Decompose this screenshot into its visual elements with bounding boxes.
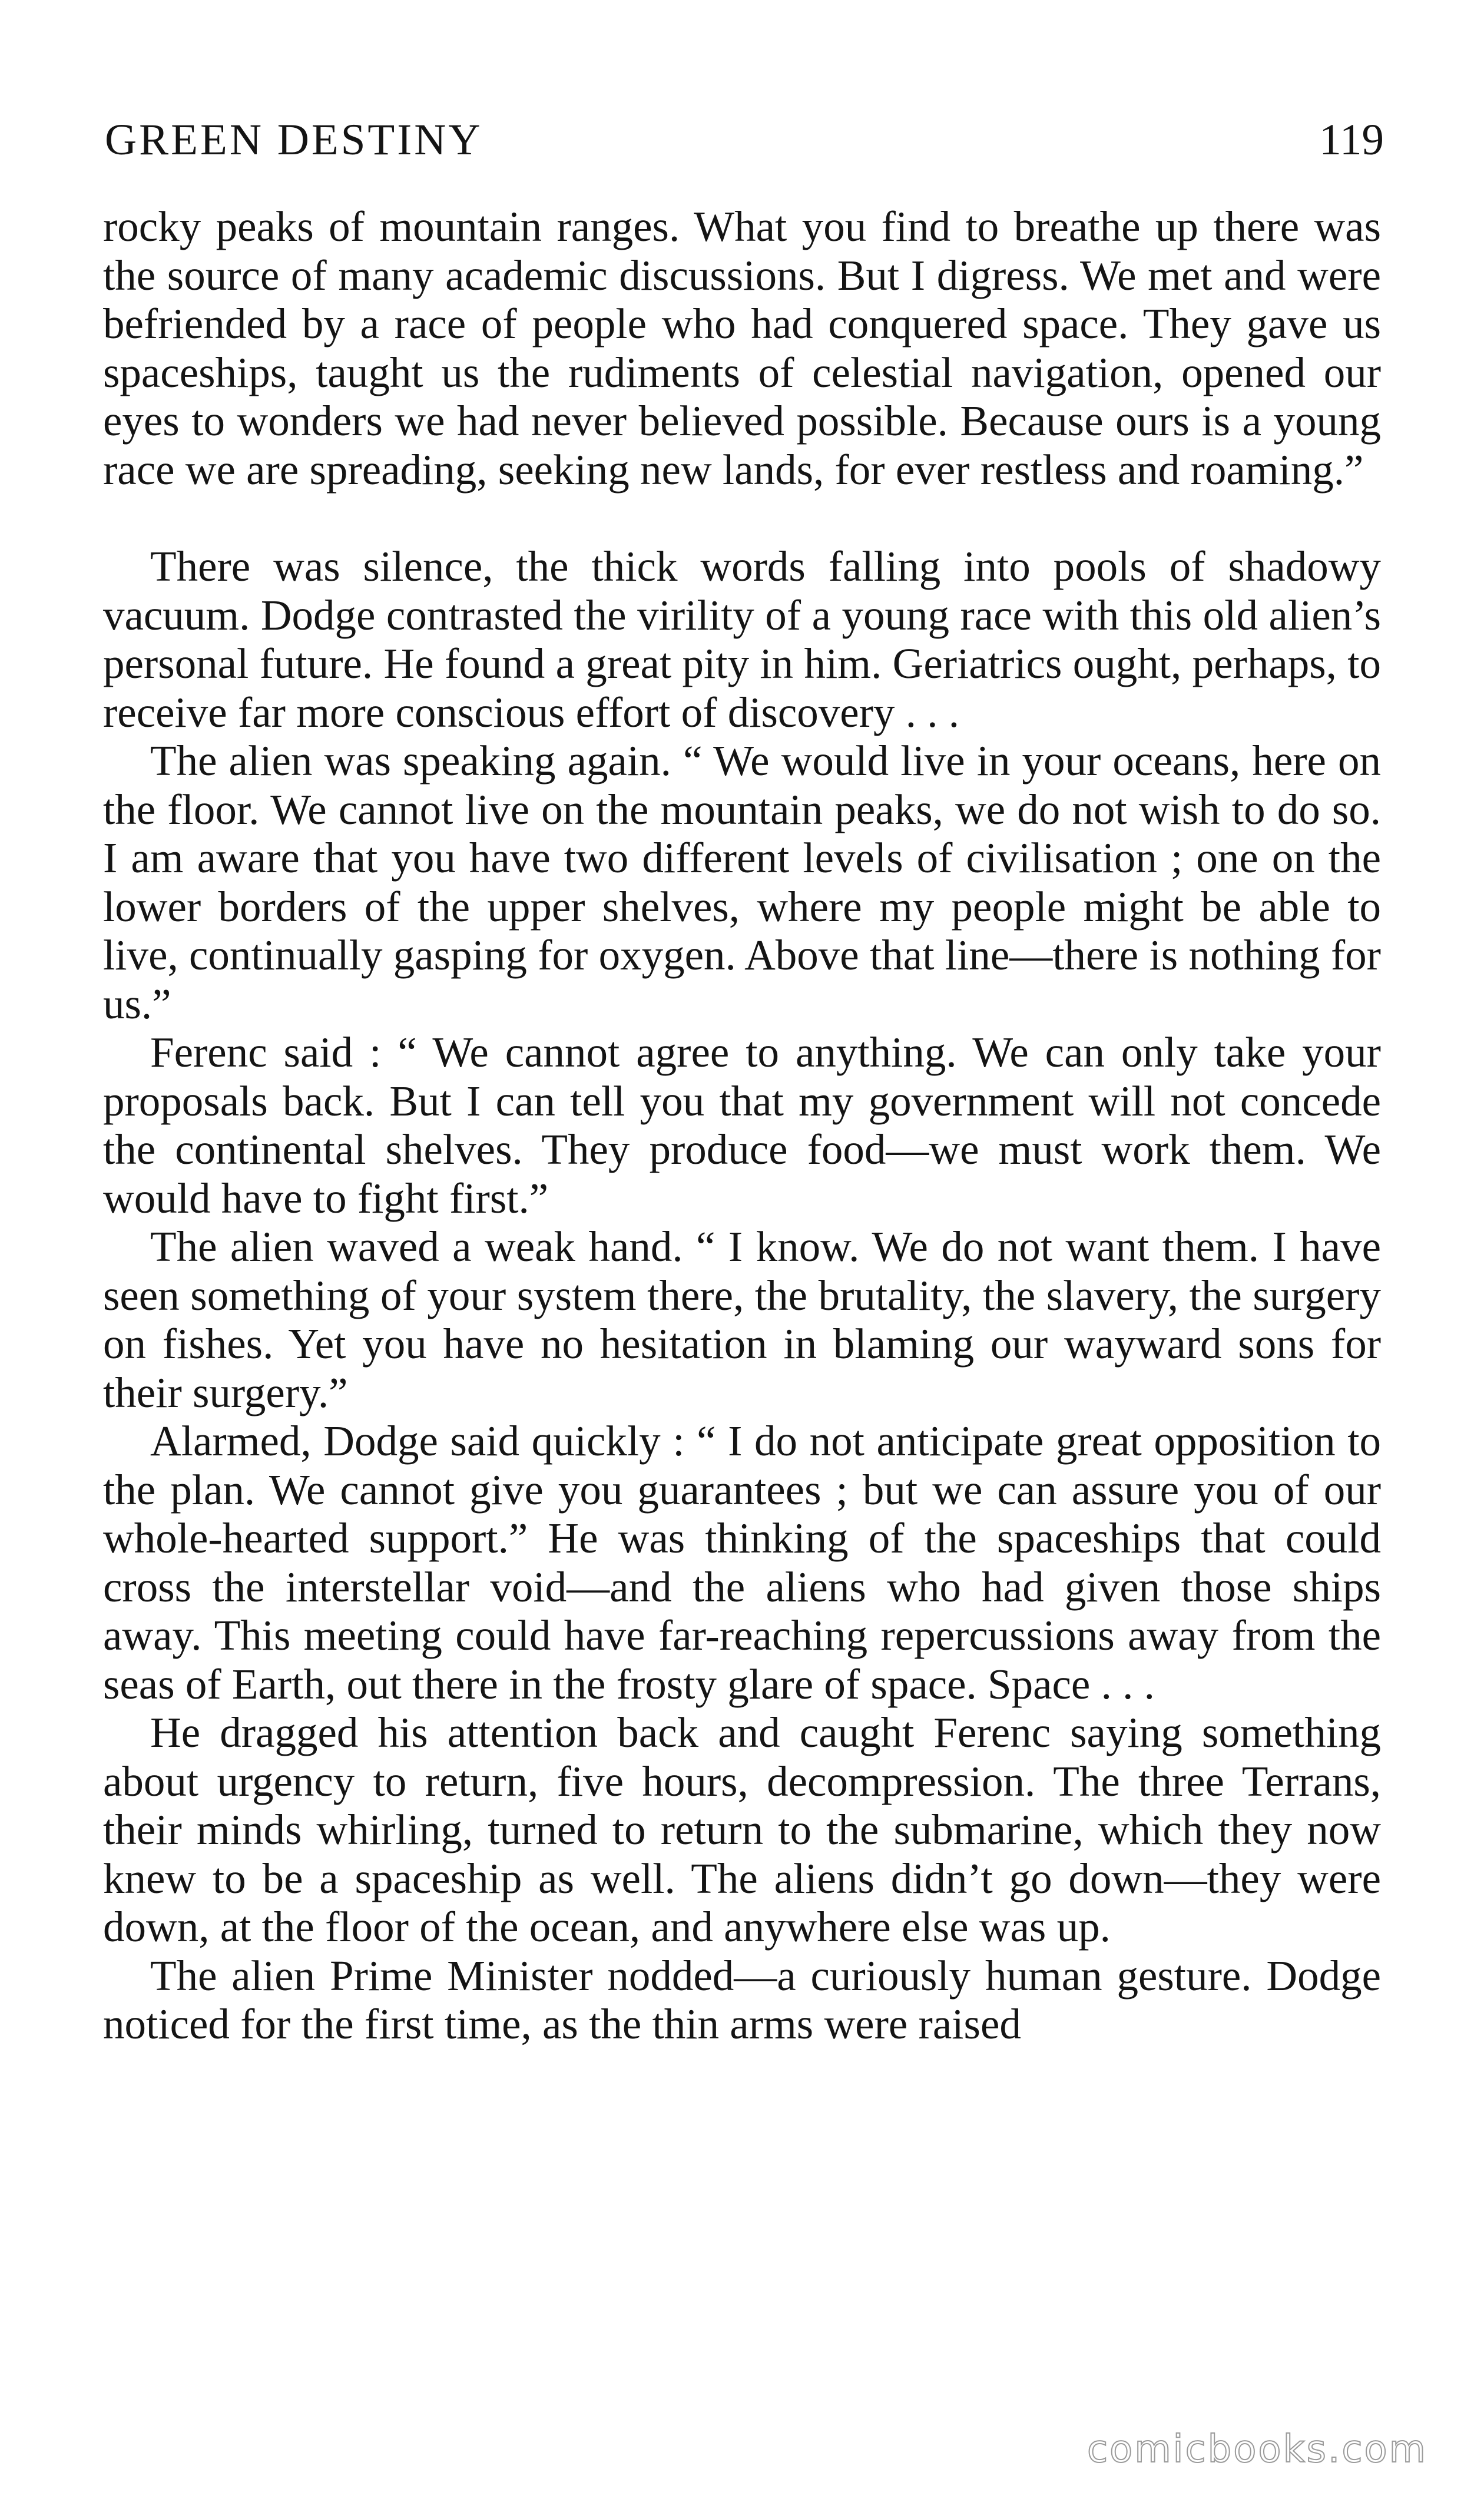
running-head	[100, 111, 1384, 176]
paragraph: The alien was speaking again. “ We would live in your oceans, here on the floor. We cannot live on the mountain peaks, we do not wish to do so. I am aware that you have two different levels of civilisation ; one on the lower borders of the upper shelves, where my people might be able to live, continually gasping for oxygen. Above that line—there is nothing for us.”	[103, 737, 1381, 1028]
paragraph-continued: rocky peaks of mountain ranges. What you find to breathe up there was the source of many academic discussions. But I digress. We met and were befriended by a race of people who had conquered space. They gave us spaceships, taught us the rudiments of celestial navigation, opened our eyes to wonders we had never believed possible. Because ours is a young race we are spreading, seeking new lands, for ever restless and roaming.”	[103, 203, 1381, 494]
running-title: GREEN DESTINY	[105, 115, 483, 164]
page-number: 119	[1319, 115, 1384, 164]
body-text	[103, 203, 1381, 2049]
paragraph: The alien waved a weak hand. “ I know. We do not want them. I have seen something of your system there, the brutality, the slavery, the surgery on fishes. Yet you have no hesitation in blaming our wayward sons for their surgery.”	[103, 1223, 1381, 1416]
paragraph: He dragged his attention back and caught Ferenc saying something about urgency to return, five hours, decompression. The three Terrans, their minds whirling, turned to return to the submarine, which they now knew to be a spaceship as well. The aliens didn’t go down—they were down, at the floor of the ocean, and anywhere else was up.	[103, 1709, 1381, 1951]
paragraph: There was silence, the thick words falling into pools of shadowy vacuum. Dodge contrasted the virility of a young race with this old alien’s personal future. He found a great pity in him. Geriatrics ought, perhaps, to receive far more conscious effort of discovery . . .	[103, 542, 1381, 736]
paragraph: Alarmed, Dodge said quickly : “ I do not anticipate great opposition to the plan. We cannot give you guarantees ; but we can assure you of our whole-hearted support.” He was thinking of the spaceships that could cross the interstellar void—and the aliens who had given those ships away. This meeting could have far-reaching repercussions away from the seas of Earth, out there in the frosty glare of space. Space . . .	[103, 1417, 1381, 1708]
paragraph: The alien Prime Minister nodded—a curiously human gesture. Dodge noticed for the first time, as the thin arms were raised	[103, 1951, 1381, 2048]
paragraph: Ferenc said : “ We cannot agree to anything. We can only take your proposals back. But I can tell you that my government will not concede the continental shelves. They produce food—we must work them. We would have to fight first.”	[103, 1028, 1381, 1222]
watermark: comicbooks.com	[1086, 2428, 1427, 2471]
